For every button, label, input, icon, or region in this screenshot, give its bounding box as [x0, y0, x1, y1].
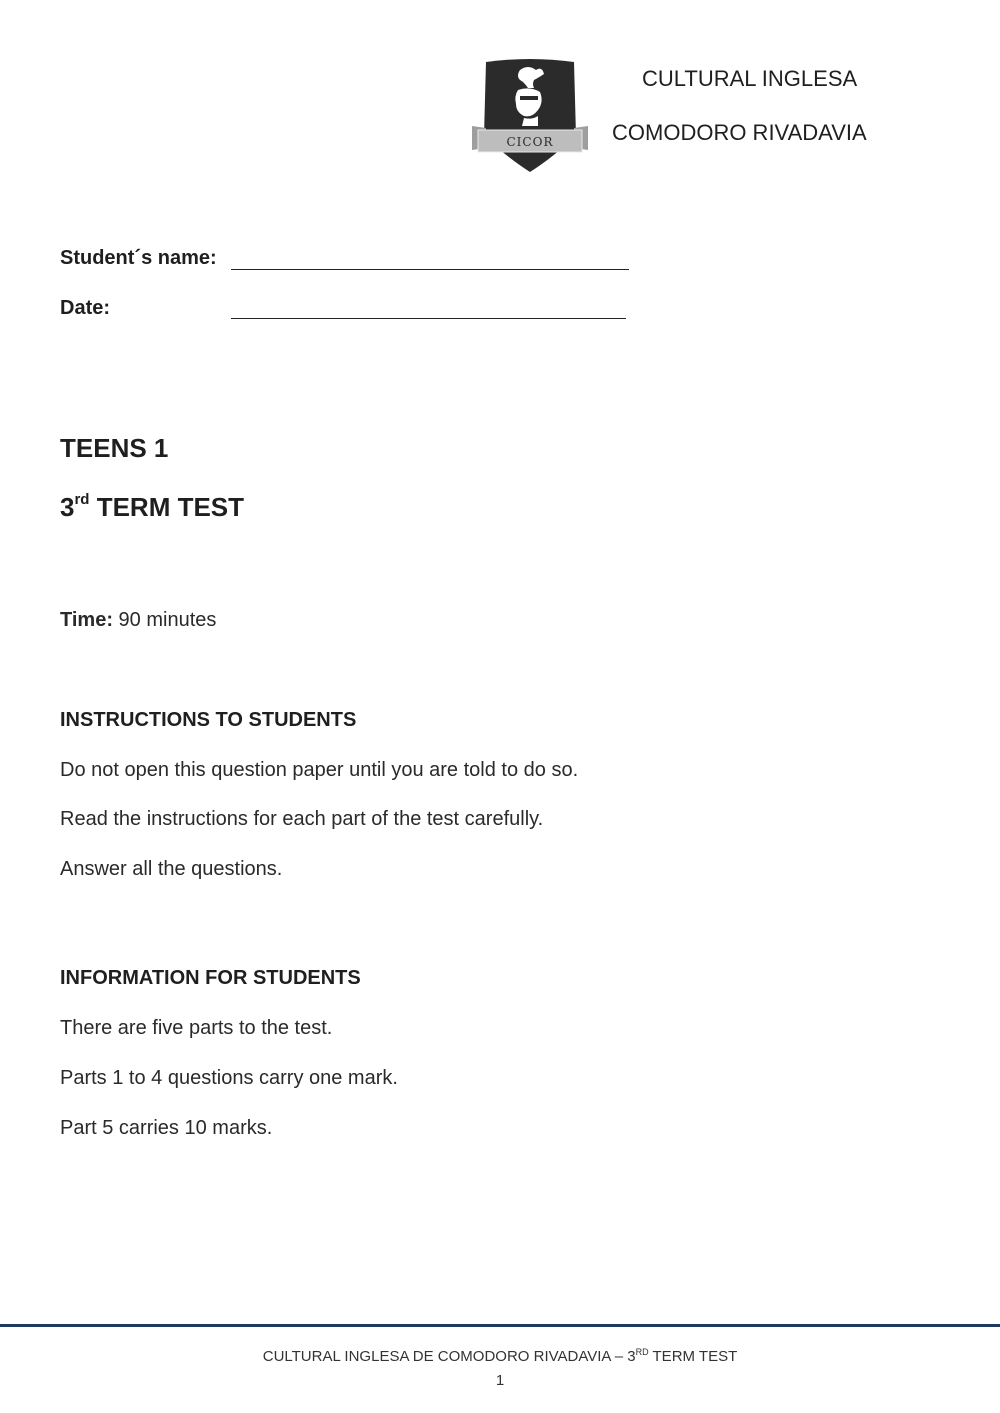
information-heading: INFORMATION FOR STUDENTS — [60, 967, 361, 989]
institution-name-line1: CULTURAL INGLESA — [642, 66, 858, 91]
date-label: Date: — [60, 297, 111, 319]
institution-name-line2: COMODORO RIVADAVIA — [612, 120, 867, 145]
school-logo — [472, 58, 588, 176]
logo-text: CICOR — [506, 135, 554, 149]
term-title — [60, 492, 244, 523]
date-blank[interactable] — [231, 318, 626, 319]
information-item: Parts 1 to 4 questions carry one mark. — [60, 1067, 398, 1089]
instructions-heading: INSTRUCTIONS TO STUDENTS — [60, 709, 357, 731]
footer-ordinal: RD — [635, 1347, 649, 1357]
footer-text-after: TERM TEST — [648, 1348, 738, 1365]
time-label: Time: — [60, 609, 113, 631]
footer-rule — [0, 1324, 1000, 1327]
instruction-item: Do not open this question paper until you are told to do so. — [60, 759, 579, 781]
footer-text-before: CULTURAL INGLESA DE COMODORO RIVADAVIA – 3 — [262, 1348, 636, 1365]
time-value: 90 minutes — [112, 609, 217, 631]
term-ordinal: rd — [74, 491, 90, 509]
term-number: 3 — [60, 492, 75, 522]
page-number: 1 — [495, 1372, 505, 1389]
level-title: TEENS 1 — [60, 433, 169, 463]
student-name-blank[interactable] — [231, 269, 629, 270]
information-item: There are five parts to the test. — [60, 1017, 333, 1039]
instruction-item: Read the instructions for each part of the test carefully. — [60, 808, 544, 830]
instruction-item: Answer all the questions. — [60, 858, 283, 880]
term-rest: TERM TEST — [89, 492, 245, 522]
time-line — [60, 609, 216, 632]
shield-crest-icon — [472, 58, 588, 176]
student-name-label: Student´s name: — [60, 247, 217, 269]
footer-text — [0, 1347, 1000, 1365]
information-item: Part 5 carries 10 marks. — [60, 1117, 273, 1139]
